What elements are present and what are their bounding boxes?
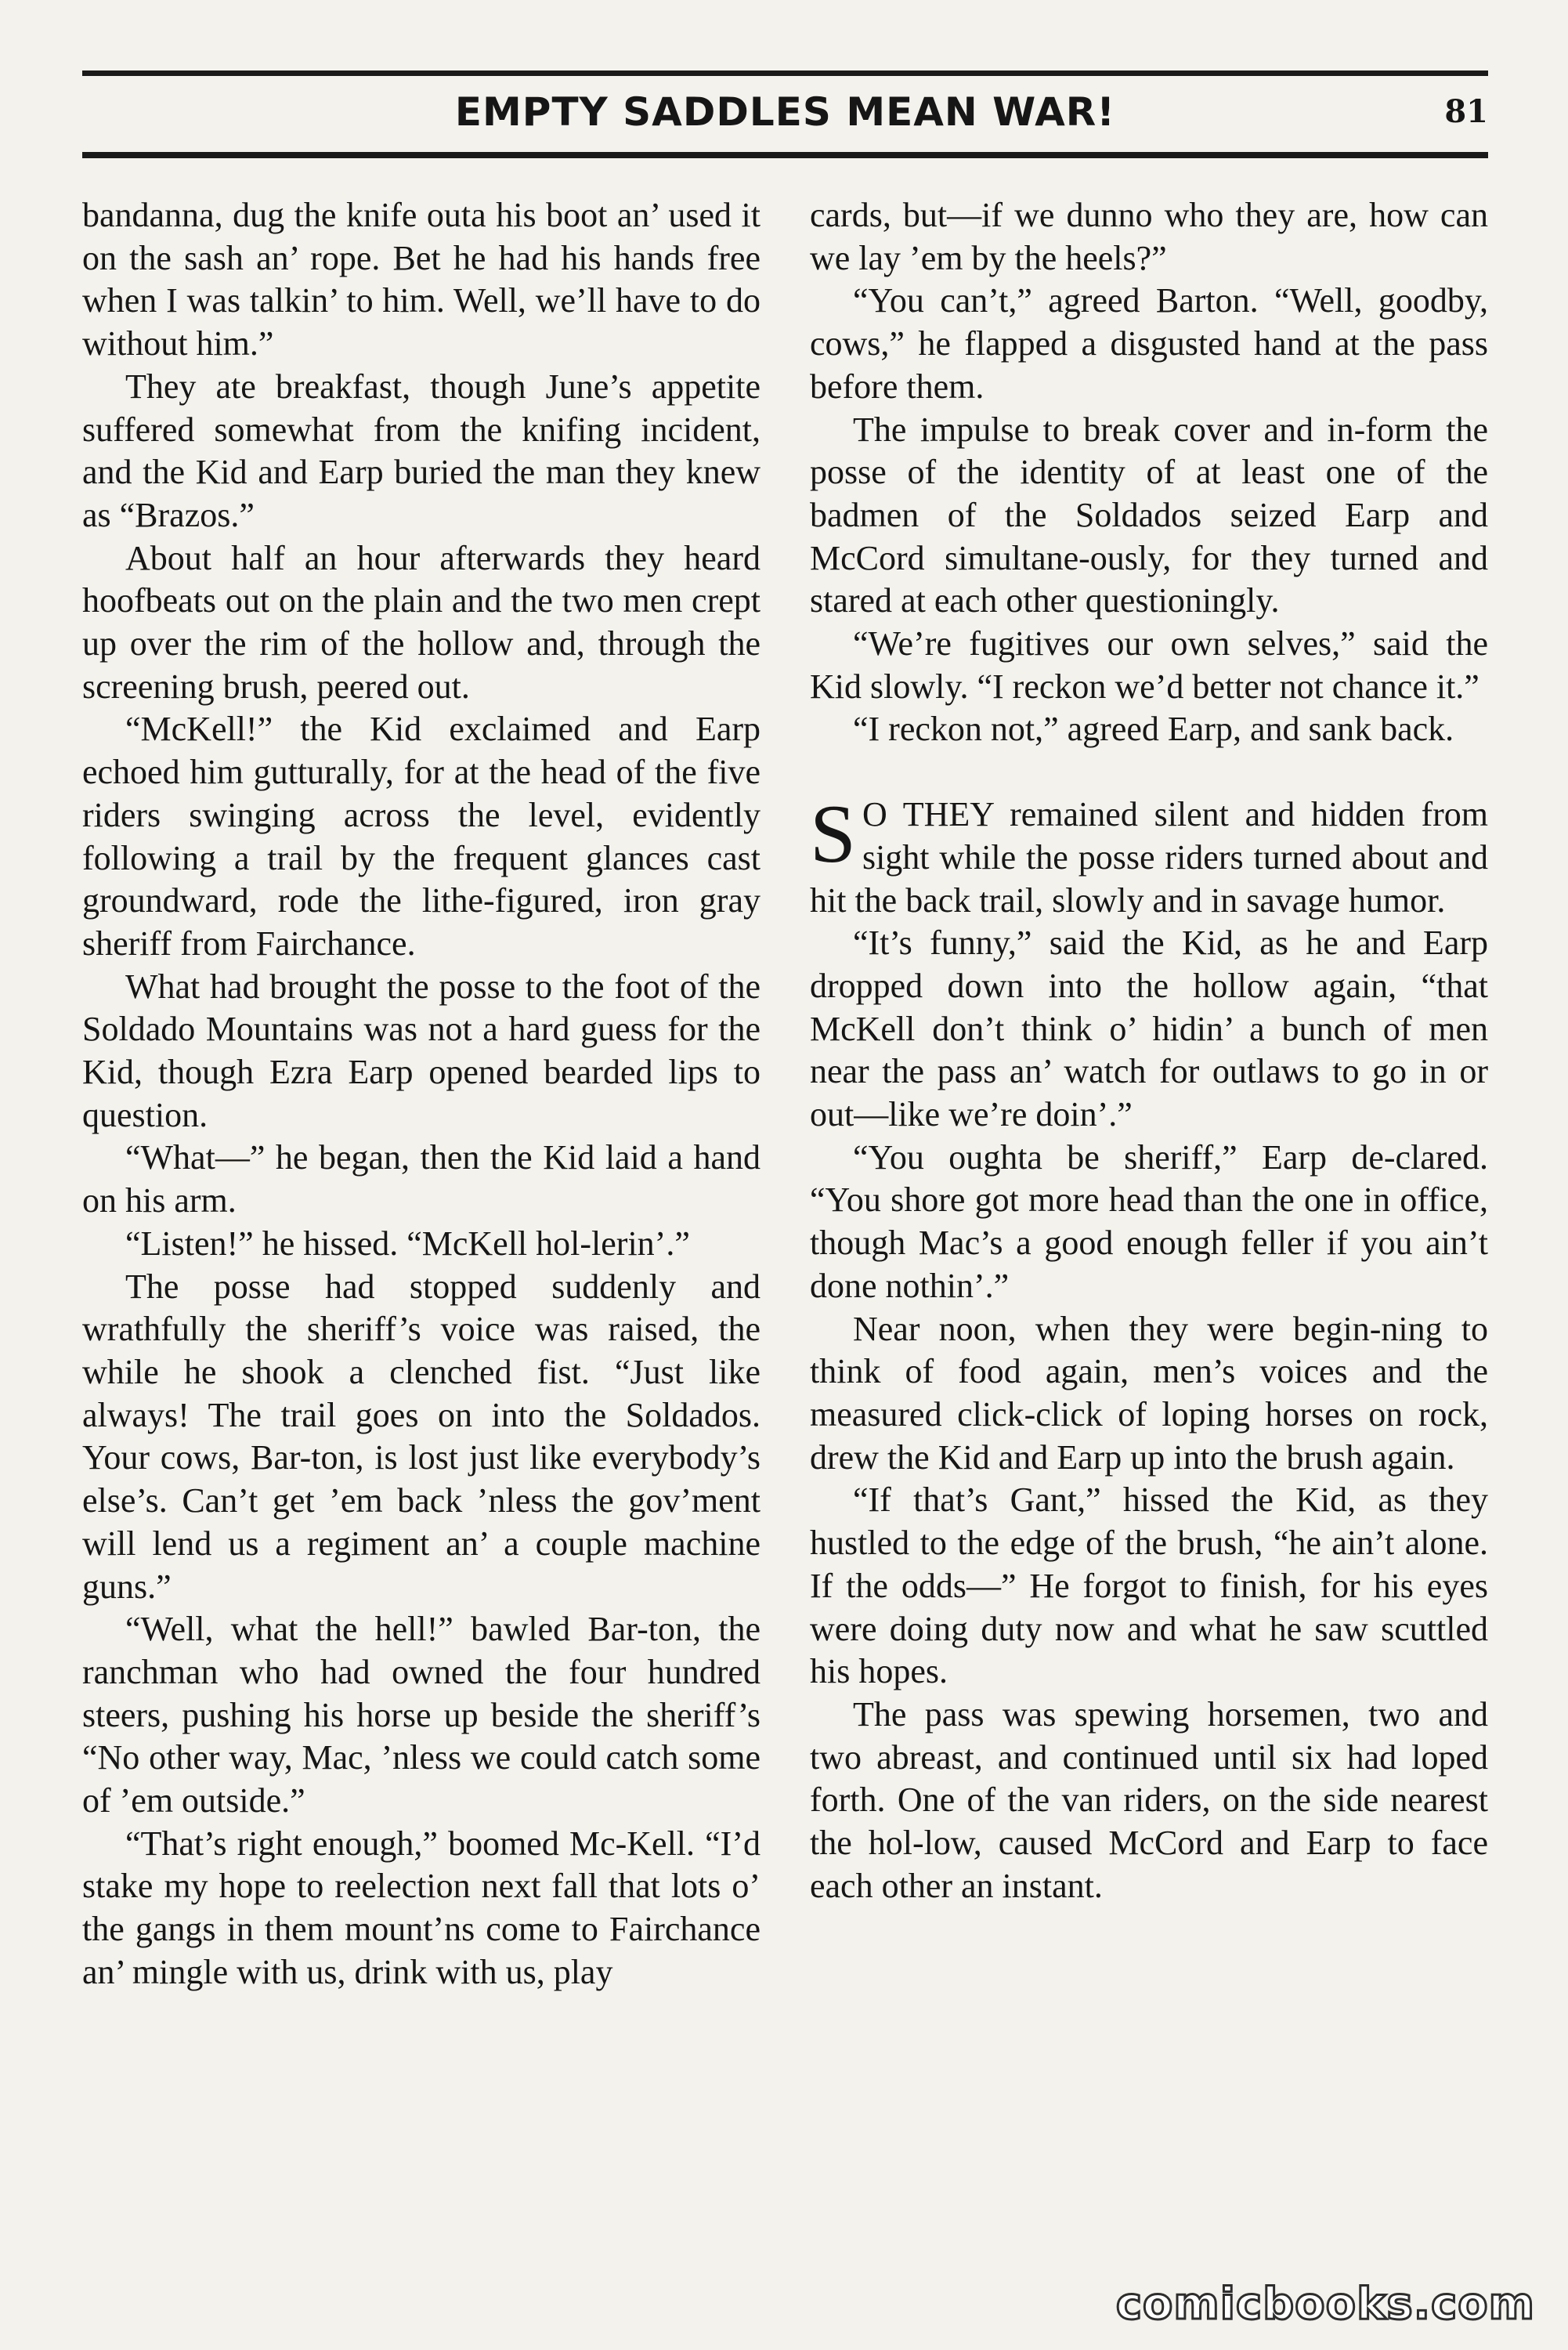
page-number: 81 (1444, 93, 1488, 130)
right-column (810, 194, 1488, 1907)
paragraph: What had brought the posse to the foot of the Soldado Mountains was not a hard guess for the Kid, though Ezra Earp opened bearded lips to question. (82, 967, 761, 1134)
paragraph: “I reckon not,” agreed Earp, and sank back. (853, 710, 1454, 749)
paragraph: About half an hour afterwards they heard hoofbeats out on the plain and the two men crept up over the rim of the hollow and, through the screening brush, peered out. (82, 538, 761, 706)
paragraph: “You oughta be sheriff,” Earp de-clared. “You shore got more head than the one in office, though Mac’s a good enough feller if you ain’t done nothin’.” (810, 1137, 1488, 1305)
watermark-logo: comicbooks.com (1115, 2279, 1535, 2330)
section-opening-paragraph (810, 788, 1488, 922)
paragraph: “McKell!” the Kid exclaimed and Earp echoed him gutturally, for at the head of the five riders swinging across the level, evidently following a trail by the frequent glances cast groundward, rode the lithe-figured, iron gray sheriff from Fairchance. (82, 710, 761, 963)
paragraph: cards, but—if we dunno who they are, how can we lay ’em by the heels?” (810, 196, 1488, 277)
left-column (82, 194, 761, 1994)
paragraph: Near noon, when they were begin-ning to think of food again, men’s voices and the measured click-click of loping horses on rock, drew the Kid and Earp up into the brush again. (810, 1309, 1488, 1477)
header-rule-bottom (82, 152, 1488, 158)
drop-cap: S (810, 788, 856, 880)
paragraph: “If that’s Gant,” hissed the Kid, as they hustled to the edge of the brush, “he ain’t alone. If the odds—” He forgot to finish, for his eyes were doing duty now and what he saw scuttled his hopes. (810, 1480, 1488, 1691)
paragraph: “Well, what the hell!” bawled Bar-ton, the ranchman who had owned the four hundred steers, pushing his horse up beside the sheriff’s “No other way, Mac, ’nless we could catch some of ’em outside.” (82, 1610, 761, 1820)
paragraph: “You can’t,” agreed Barton. “Well, goodby, cows,” he flapped a disgusted hand at the pass before them. (810, 281, 1488, 406)
section-lead-text: O THEY remained silent and hidden from sight while the posse riders turned about and hit the back trail, slowly and in savage humor. (810, 795, 1488, 920)
paragraph: “That’s right enough,” boomed Mc-Kell. “I’d stake my hope to reelection next fall that lots o’ the gangs in them mount’ns come to Fairchance an’ mingle with us, drink with us, play (82, 1824, 761, 1991)
paragraph: The impulse to break cover and in-form the posse of the identity of at least one of the badmen of the Soldados seized Earp and McCord simultane-ously, for they turned and stared at each other questioningly. (810, 410, 1488, 620)
paragraph: “It’s funny,” said the Kid, as he and Earp dropped down into the hollow again, “that McKell don’t think o’ hidin’ a bunch of men near the pass an’ watch for outlaws to go in or out—like we’re doin’.” (810, 924, 1488, 1134)
paragraph: The posse had stopped suddenly and wrathfully the sheriff’s voice was raised, the while he shook a clenched fist. “Just like always! The trail goes on into the Soldados. Your cows, Bar-ton, is lost just like everybody’s else’s. Can’t get ’em back ’nless the gov’ment will lend us a regiment an’ a couple machine guns.” (82, 1267, 761, 1606)
paragraph: “We’re fugitives our own selves,” said the Kid slowly. “I reckon we’d better not chance it.” (810, 624, 1488, 706)
paragraph: “Listen!” he hissed. “McKell hol-lerin’.” (125, 1224, 690, 1263)
running-title: EMPTY SADDLES MEAN WAR! (454, 89, 1116, 135)
paragraph: bandanna, dug the knife outa his boot an’ used it on the sash an’ rope. Bet he had his hands free when I was talkin’ to him. Well, we’ll have to do without him.” (82, 196, 761, 363)
paragraph: “What—” he began, then the Kid laid a hand on his arm. (82, 1138, 761, 1220)
paragraph: They ate breakfast, though June’s appetite suffered somewhat from the knifing incident, and the Kid and Earp buried the man they knew as “Brazos.” (82, 367, 761, 534)
paragraph: The pass was spewing horsemen, two and two abreast, and continued until six had loped forth. One of the van riders, on the side nearest the hol-low, caused McCord and Earp to face each other an instant. (810, 1694, 1488, 1905)
header-rule-top (82, 70, 1488, 76)
